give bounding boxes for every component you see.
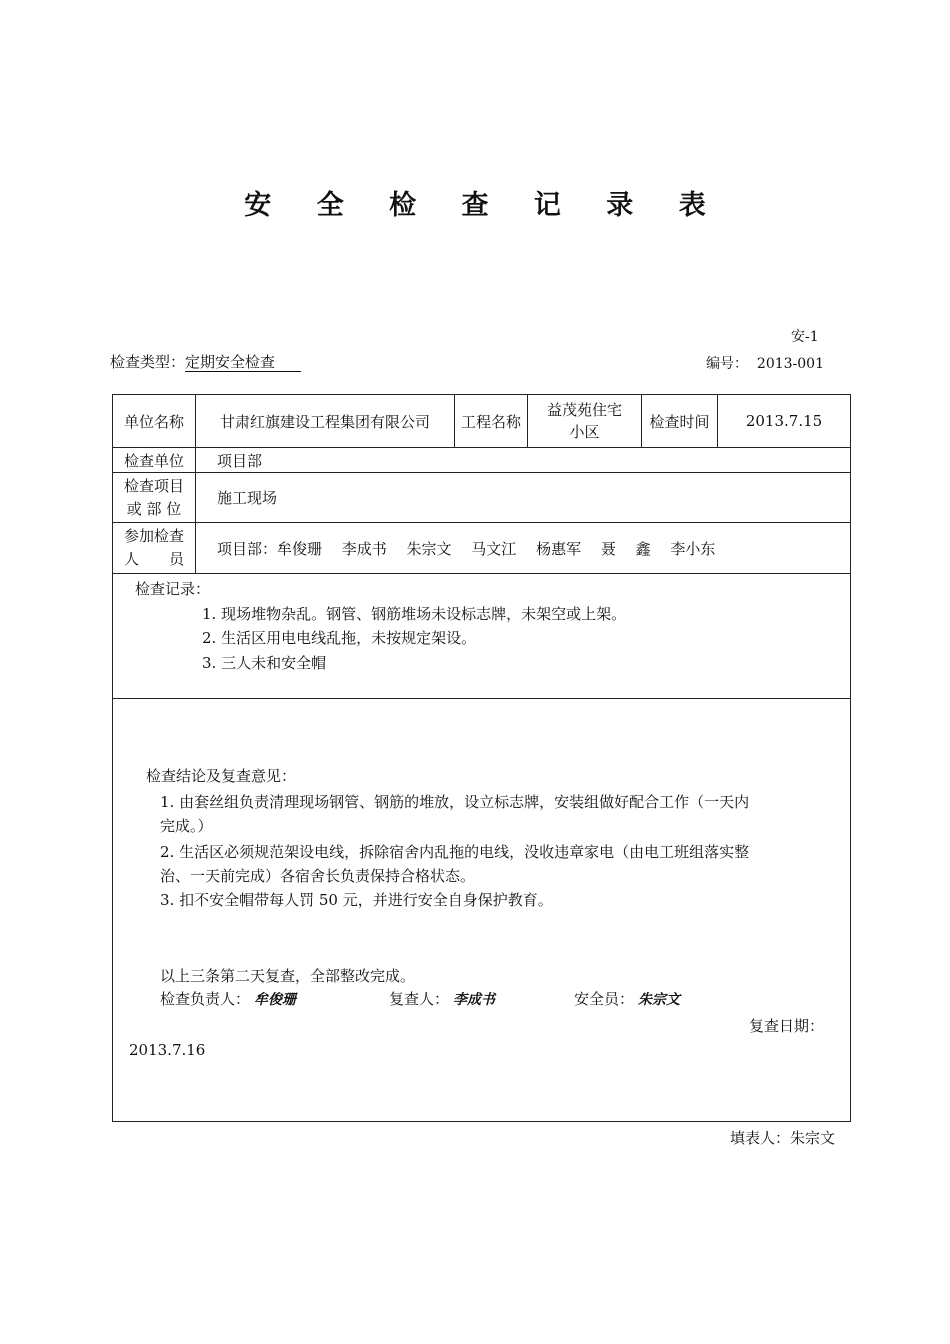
inspection-type-label: 检查类型： — [110, 353, 186, 371]
conclusion-item1-line2: 完成。） — [160, 817, 213, 835]
project-name-label: 工程名称 — [460, 412, 521, 431]
reviewer-label: 复查人： — [389, 990, 450, 1008]
inspection-lead-label: 检查负责人： — [160, 990, 251, 1008]
serial-label: 编号： — [706, 356, 748, 372]
filled-by-value: 朱宗文 — [790, 1129, 836, 1147]
participants-label-line2: 人 员 — [123, 550, 184, 568]
record-label: 检查记录： — [135, 580, 211, 598]
check-item-label-line2: 或 部 位 — [126, 500, 182, 518]
check-unit-value: 项目部 — [217, 451, 263, 470]
record-item-2: 2. 生活区用电电线乱拖，未按规定架设。 — [202, 629, 477, 647]
check-time-value: 2013.7.15 — [745, 412, 823, 430]
safety-officer-signature: 朱宗文 — [638, 992, 681, 1008]
participants-label — [113, 523, 195, 573]
safety-officer — [574, 988, 680, 1009]
unit-name-label: 单位名称 — [123, 412, 184, 431]
filled-by — [730, 1127, 835, 1148]
check-unit-label: 检查单位 — [123, 451, 184, 470]
inspection-lead — [160, 988, 296, 1009]
conclusion-item3: 3. 扣不安全帽带每人罚 50 元，并进行安全自身保护教育。 — [160, 891, 553, 909]
conclusion-item1-line1: 1. 由套丝组负责清理现场钢管、钢筋的堆放，设立标志牌，安装组做好配合工作（一天内 — [160, 793, 750, 811]
inspection-table — [112, 394, 851, 1122]
conclusion-item2-line1: 2. 生活区必须规范架设电线，拆除宿舍内乱拖的电线，没收违章家电（由电工班组落实整 — [160, 843, 750, 861]
check-time-label: 检查时间 — [649, 412, 710, 431]
record-item-3: 3. 三人未和安全帽 — [202, 654, 327, 672]
safety-officer-label: 安全员： — [574, 990, 635, 1008]
conclusion-label: 检查结论及复查意见： — [146, 767, 297, 785]
record-item-1: 1. 现场堆物杂乱。钢管、钢筋堆场未设标志牌，未架空或上架。 — [202, 605, 627, 623]
serial-value: 2013-001 — [756, 356, 824, 372]
inspection-lead-signature: 牟俊珊 — [254, 992, 297, 1008]
inspection-type — [110, 351, 301, 372]
project-name-value: 益茂苑住宅小区 — [546, 401, 622, 441]
inspection-type-value: 定期安全检查 — [185, 353, 301, 372]
check-item-label-line1: 检查项目 — [123, 477, 184, 495]
page-title: 安 全 检 查 记 录 表 — [244, 190, 724, 221]
participants-label-line1: 参加检查 — [123, 527, 184, 545]
filled-by-label: 填表人： — [730, 1129, 791, 1147]
check-item-label — [113, 473, 195, 522]
conclusion-item2-line2: 治、一天前完成）各宿舍长负责保持合格状态。 — [160, 867, 476, 885]
recheck-date-label: 复查日期： — [749, 1017, 825, 1035]
unit-name-value: 甘肃红旗建设工程集团有限公司 — [219, 412, 430, 431]
reviewer — [389, 988, 495, 1009]
check-item-value: 施工现场 — [217, 489, 278, 507]
reviewer-signature: 李成书 — [453, 992, 496, 1008]
recheck-date-value: 2013.7.16 — [129, 1041, 206, 1059]
conclusion-summary: 以上三条第二天复查，全部整改完成。 — [160, 967, 416, 985]
form-code: 安-1 — [791, 329, 819, 345]
participants-value: 项目部：牟俊珊 李成书 朱宗文 马文江 杨惠军 聂 鑫 李小东 — [217, 539, 716, 558]
serial-number — [706, 353, 824, 373]
